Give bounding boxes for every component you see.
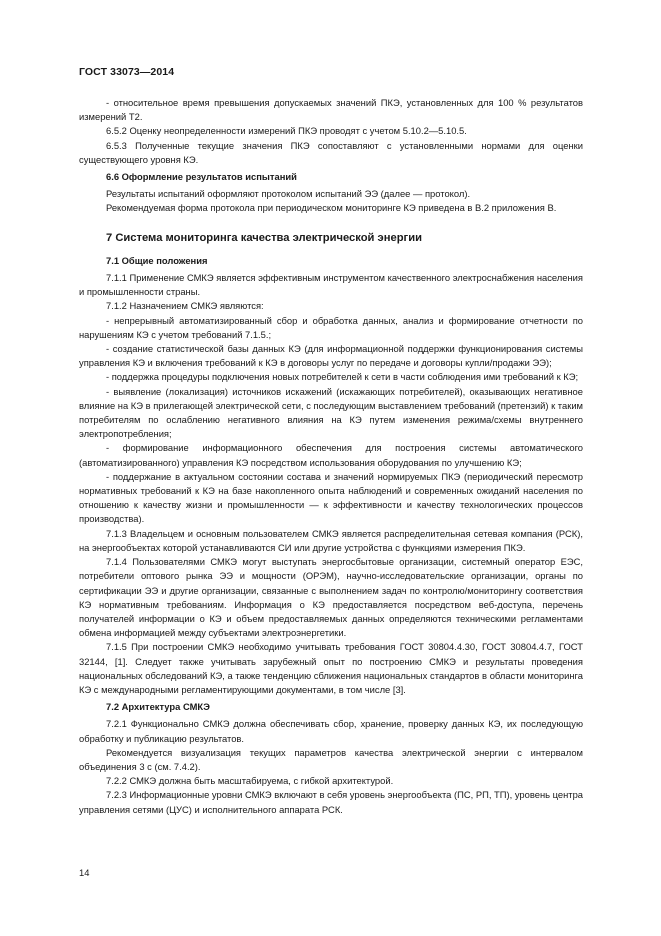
paragraph: 7.2.3 Информационные уровни СМКЭ включают в себя уровень энергообъекта (ПС, РП, ТП), уровень центра управления сетями (ЦУС) и исполнительного аппарата РСК. [79, 789, 583, 815]
paragraph: 6.5.3 Полученные текущие значения ПКЭ сопоставляют с установленными нормами для оценки существующего уровня КЭ. [79, 139, 583, 165]
subsection-heading: 6.6 Оформление результатов испытаний [106, 171, 297, 183]
paragraph: 7.1.3 Владельцем и основным пользователем СМКЭ является распределительная сетевая компания (РСК), на энергообъектах которой устанавливаются СИ или другие устройства с функциями измерения ПКЭ. [79, 527, 583, 553]
subsection-heading: 7.1 Общие положения [106, 254, 208, 266]
list-item: - поддержка процедуры подключения новых потребителей к сети в части соблюдения ими требований к КЭ; [106, 371, 579, 383]
section-heading: 7 Система мониторинга качества электрической энергии [106, 231, 422, 244]
list-item: - формирование информационного обеспечения для построения системы автоматического (автоматизированного) управления КЭ посредством использования оборудования по улучшению КЭ; [79, 442, 583, 468]
list-item: - создание статистической базы данных КЭ (для информационной поддержки функционирования системы управления КЭ и включения требований к КЭ в договоры услуг по передаче и договоры купли/продажи ЭЭ); [79, 343, 583, 369]
paragraph: 7.1.5 При построении СМКЭ необходимо учитывать требования ГОСТ 30804.4.30, ГОСТ 30804.4.7, ГОСТ 32144, [1]. Следует также учитывать зарубежный опыт по построению СМКЭ и результаты проведения национальных обследований КЭ, а также тенденцию сближения национальных стандартов в области мониторинга КЭ с международными регламентирующими документами, в том числе [3]. [79, 641, 583, 695]
document-header: ГОСТ 33073—2014 [79, 66, 175, 78]
paragraph: Рекомендуется визуализация текущих параметров качества электрической энергии с интервалом объединения 3 с (см. 7.4.2). [79, 746, 583, 772]
list-item: - поддержание в актуальном состоянии состава и значений нормируемых ПКЭ (периодический пересмотр нормативных требований к КЭ на базе накопленного опыта наблюдений и современных ожиданий населения по отношению к качеству жизни и промышленности — к эффективности и качеству технологических процессов производства). [79, 470, 583, 525]
subsection-heading: 7.2 Архитектура СМКЭ [106, 701, 210, 713]
paragraph: 6.5.2 Оценку неопределенности измерений ПКЭ проводят с учетом 5.10.2—5.10.5. [106, 125, 467, 137]
paragraph: Рекомендуемая форма протокола при периодическом мониторинге КЭ приведена в В.2 приложения В. [106, 202, 557, 214]
document-body [79, 96, 583, 817]
list-item: - непрерывный автоматизированный сбор и обработка данных, анализ и формирование отчетности по нарушениям КЭ с учетом требований 7.1.5.; [79, 314, 583, 340]
paragraph: 7.2.2 СМКЭ должна быть масштабируема, с гибкой архитектурой. [106, 775, 394, 787]
paragraph: 7.2.1 Функционально СМКЭ должна обеспечивать сбор, хранение, проверку данных КЭ, их последующую обработку и публикацию результатов. [79, 718, 583, 744]
paragraph: - относительное время превышения допускаемых значений ПКЭ, установленных для 100 % результатов измерений Т2. [79, 97, 583, 123]
page-number: 14 [79, 867, 90, 878]
list-item: - выявление (локализация) источников искажений (искажающих потребителей), оказывающих негативное влияние на КЭ в прилегающей электрической сети, с последующим выставлением требований (претензий) к таким потребителям по ослаблению негативного влияния на КЭ путем изменения режима/схемы внутреннего электропотребления; [79, 385, 583, 440]
paragraph: 7.1.1 Применение СМКЭ является эффективным инструментом качественного электроснабжения населения и промышленности страны. [79, 272, 583, 298]
paragraph: 7.1.4 Пользователями СМКЭ могут выступать энергосбытовые организации, системный оператор ЕЭС, потребители оптового рынка ЭЭ и мощности (ОРЭМ), научно-исследовательские организации, органы по сертификации ЭЭ и другие организации, связанные с выполнением задач по контролю/мониторингу соответствия КЭ нормативным требованиям. Информация о КЭ предоставляется посредством веб-доступа, перечень получателей информации о КЭ и объем предоставляемых данных определяются техническими регламентами обмена информацией между субъектами электроэнергетики. [79, 556, 583, 639]
paragraph: Результаты испытаний оформляют протоколом испытаний ЭЭ (далее — протокол). [106, 188, 471, 200]
paragraph: 7.1.2 Назначением СМКЭ являются: [106, 300, 264, 312]
